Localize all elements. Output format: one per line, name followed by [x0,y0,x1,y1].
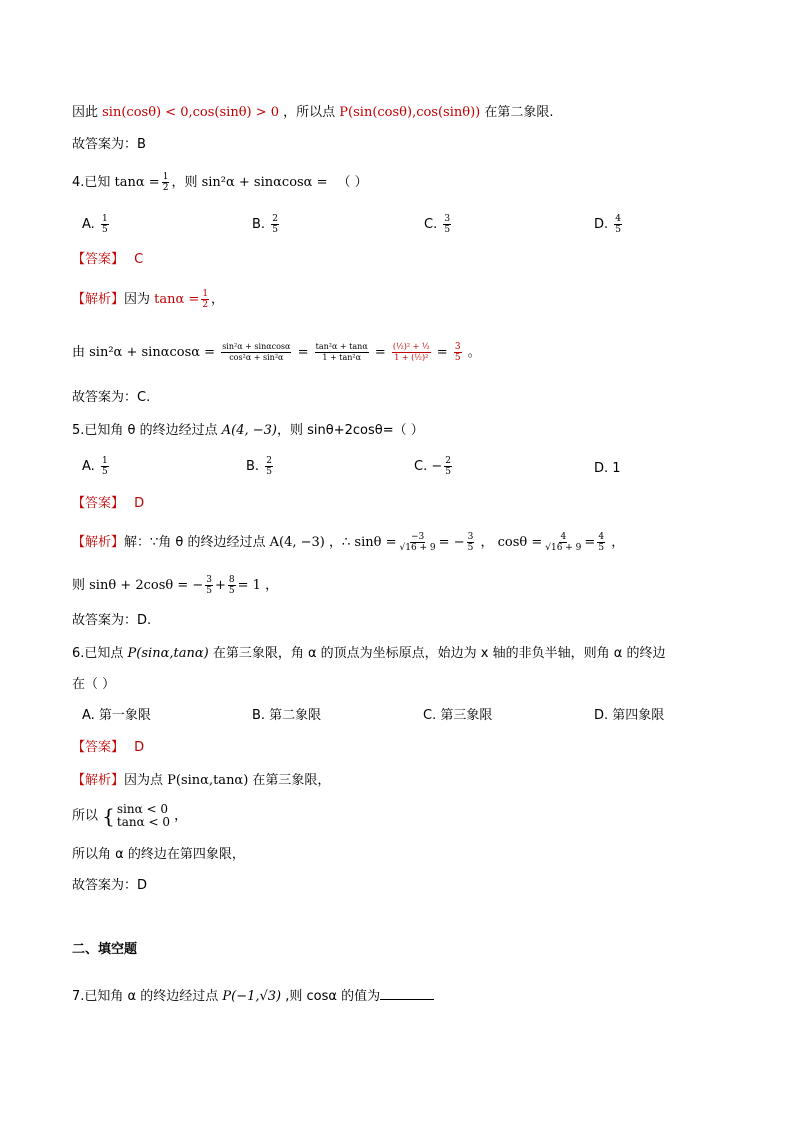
section-heading: 二、填空题 [72,942,138,957]
answer-line-d1: 故答案为：D. [72,613,152,628]
q5-option-d: D. 1 [594,461,621,476]
question-6: 6.已知点 P(sinα,tanα) 在第三象限，角 α 的顶点为坐标原点，始边为 x 轴的非负半轴，则角 α 的终边 [72,646,666,661]
q5-option-a: A. $\frac{1}{5}$ [82,456,108,477]
q4-derivation: 由 sin²α + sinαcosα = $\frac{\text{sin²α + sinαcosα}}{\text{cos²α + sin²α}}$ = $\frac{\text{tan²α + tanα}}{\text{1 + tan²α}}$ = $\frac{\text{(½)² + ½}}{\text{1 + (½)²}}$ = $\frac{3}{5}$ 。 [72,342,481,363]
q6-conclusion: 所以角 α 的终边在第四象限， [72,847,245,862]
question-7: 7.已知角 α 的终边经过点 P(−1,√3) ,则 cosα 的值为 [72,987,434,1006]
q6-system: 所以 { sinα < 0 tanα < 0 ， [72,802,188,829]
q6-option-d: D. 第四象限 [594,708,665,723]
q5-option-b: B. $\frac{2}{5}$ [246,456,272,477]
q6-option-b: B. 第二象限 [252,708,322,723]
answer-line-d2: 故答案为：D [72,878,148,893]
q6-answer: 【答案】 D [72,740,145,755]
q4-option-d: D. $\frac{4}{5}$ [594,214,622,235]
answer-line-b: 故答案为：B [72,137,146,152]
q6-option-a: A. 第一象限 [82,708,151,723]
question-4: 4.已知 tanα = $\frac{1}{2}$ ，则 sin²α + sinαcosα = （ ） [72,172,368,193]
question-5: 5.已知角 θ 的终边经过点 A(4, −3)，则 sinθ+2cosθ=（ ） [72,423,424,438]
q4-option-c: C. $\frac{3}{5}$ [424,214,451,235]
q5-answer: 【答案】 D [72,496,145,511]
q4-analysis: 【解析】因为 tanα = $\frac{1}{2}$ ， [72,289,225,310]
q6-analysis: 【解析】因为点 P(sinα,tanα) 在第三象限， [72,773,331,788]
answer-line-c: 故答案为：C. [72,390,151,405]
line-conclusion-prev: 因此 sin(cosθ) < 0,cos(sinθ) > 0 ，所以点 P(sin(cosθ),cos(sinθ)) 在第二象限. [72,105,554,120]
q4-answer: 【答案】 C [72,252,144,267]
q5-analysis: 【解析】解：∵角 θ 的终边经过点 A(4, −3) ，∴ sinθ = $\frac{-3}{√16 + 9}$ = − $\frac{3}{5}$ ， cosθ = $\frac{4}{√16 + 9}$ = $\frac{4}{5}$ ， [72,532,625,553]
q6-option-c: C. 第三象限 [423,708,493,723]
q5-step: 则 sinθ + 2cosθ = − $\frac{3}{5}$ + $\frac{8}{5}$ = 1 ， [72,575,279,596]
q4-option-a: A. $\frac{1}{5}$ [82,214,108,235]
question-6-line2: 在（ ） [72,677,116,692]
q4-option-b: B. $\frac{2}{5}$ [252,214,278,235]
answer-blank[interactable] [380,987,434,1000]
q5-option-c: C. − $\frac{2}{5}$ [414,456,451,477]
